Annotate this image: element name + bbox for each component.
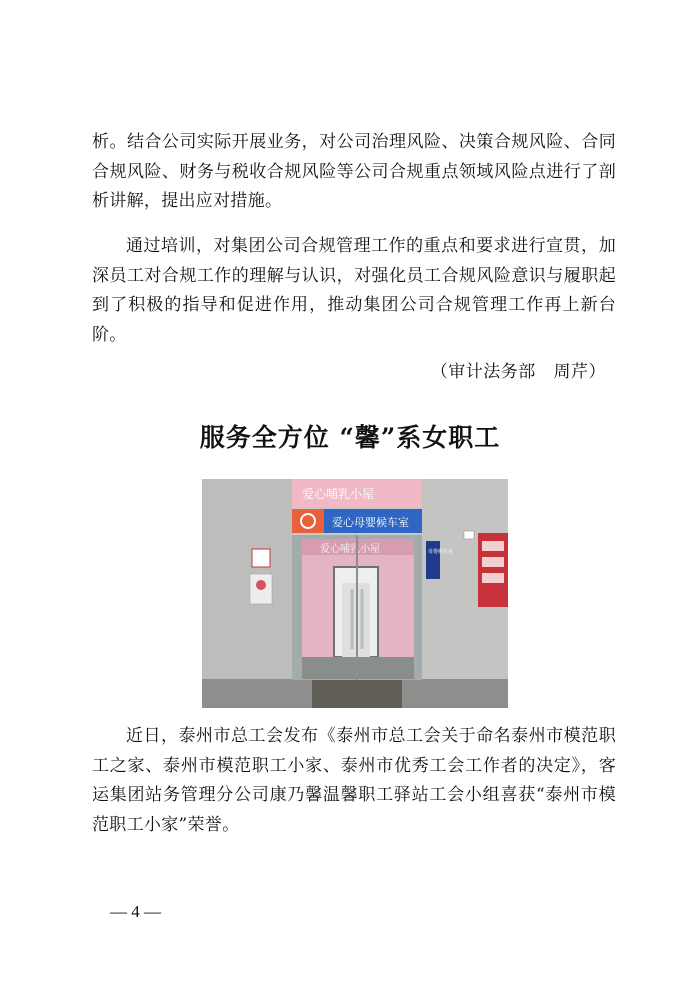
article-title: 服务全方位 “馨”系女职工 <box>199 423 501 452</box>
article-photo <box>202 479 508 708</box>
paragraph-training-summary: 通过培训，对集团公司合规管理工作的重点和要求进行宣贯，加深员工对合规工作的理解与认识，对强化员工合规风险意识与履职起到了积极的指导和促进作用，推动集团公司合规管理工作再上新台阶。 <box>92 236 616 345</box>
author-signature: （审计法务部 周芹） <box>430 362 606 382</box>
side-plaque-text: 母婴候车室 <box>428 549 454 555</box>
article-body: 近日，泰州市总工会发布《泰州市总工会关于命名泰州市模范职工之家、泰州市模范职工小家、泰州市优秀工会工作者的决定》，客运集团站务管理分公司康乃馨温馨职工驿站工会小组喜获“泰州市模范职工小家”荣誉。 <box>92 726 616 835</box>
paragraph-continuation: 析。结合公司实际开展业务，对公司治理风险、决策合规风险、合同合规风险、财务与税收合规风险等公司合规重点领域风险点进行了剖析讲解，提出应对措施。 <box>92 132 616 211</box>
sign-inner-text: 爱心哺乳小屋 <box>320 544 380 555</box>
sign-middle-text: 爱心母婴候车室 <box>332 516 409 529</box>
page-number: — 4 — <box>110 902 161 921</box>
sign-top-text: 爱心哺乳小屋 <box>302 487 375 501</box>
